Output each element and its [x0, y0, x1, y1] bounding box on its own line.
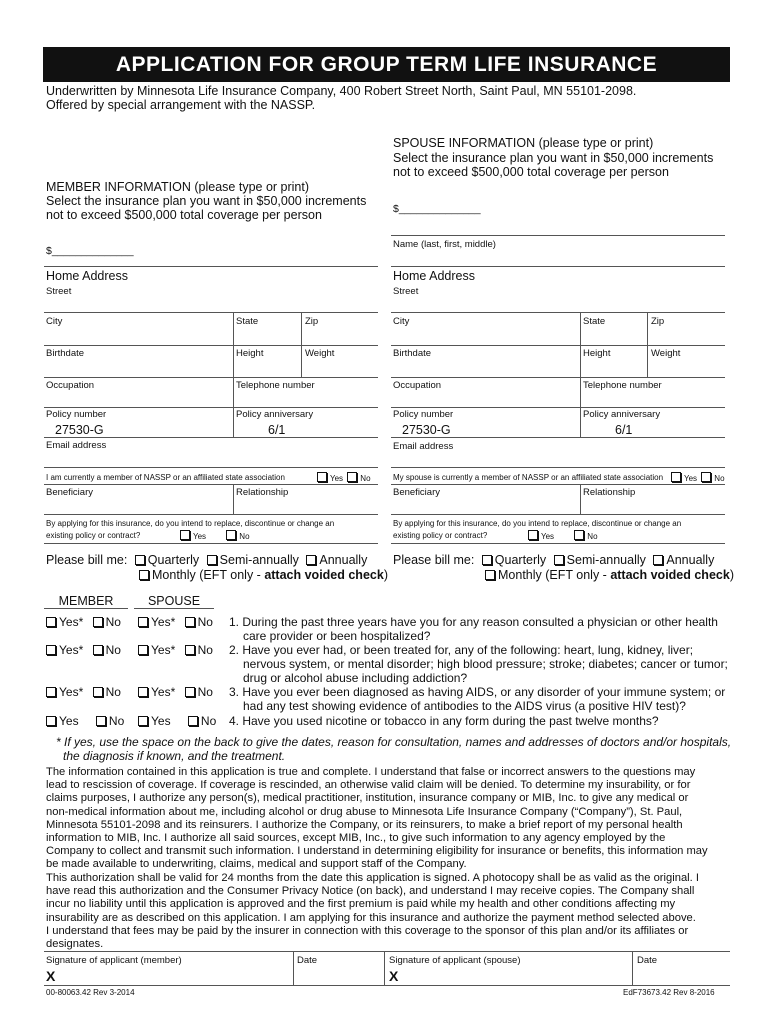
footer-form-number: 00-80063.42 Rev 3-2014: [46, 988, 135, 997]
q3-text-line-2: had any test showing evidence of antibodies to the AIDS virus (a positive HIV test)?: [243, 699, 686, 713]
spouse-billing: [393, 553, 714, 568]
q4-text: 4. Have you used nicotine or tobacco in any form during the past twelve months?: [229, 714, 659, 728]
q4-member-no-checkbox[interactable]: [96, 716, 106, 726]
member-nassp-yes-checkbox[interactable]: [317, 472, 327, 482]
member-monthly-option: [139, 568, 388, 583]
spouse-replace-question-1: By applying for this insurance, do you intend to replace, discontinue or change an: [393, 519, 682, 528]
q4-member-options: [46, 714, 124, 728]
member-replace-yes-checkbox[interactable]: [180, 530, 190, 540]
spouse-home-address-label: Home Address: [393, 269, 475, 283]
spouse-email-label: Email address: [393, 441, 454, 452]
member-replace-question-1: By applying for this insurance, do you intend to replace, discontinue or change an: [46, 519, 335, 528]
spouse-quarterly-label: Quarterly: [494, 553, 547, 567]
member-birthdate-label: Birthdate: [46, 348, 85, 359]
q2-text-line-3: drug or alcohol abuse including addiction?: [243, 671, 468, 685]
q2-spouse-no-checkbox[interactable]: [185, 645, 195, 655]
spouse-replace-question-2: existing policy or contract?: [393, 531, 488, 540]
member-nassp-yes-label: Yes: [330, 474, 344, 483]
health-note-line-1: * If yes, use the space on the back to give the dates, reason for consultation, names and addresses of doctors and/or hospitals,: [56, 735, 732, 749]
statement-2-line: I understand that fees may be paid by the insurer in connection with this coverage to the sponsor of this plan and/or its affiliates or: [46, 924, 689, 937]
spouse-monthly-checkbox[interactable]: [485, 570, 495, 580]
member-monthly-checkbox[interactable]: [139, 570, 149, 580]
member-nassp-no-checkbox[interactable]: [347, 472, 357, 482]
q1-member-yes-label: Yes*: [59, 615, 84, 629]
member-signature-label: Signature of applicant (member): [46, 955, 182, 966]
member-replace-no-checkbox[interactable]: [226, 530, 236, 540]
member-billing: [46, 553, 367, 568]
spouse-policy-number: 27530-G: [402, 423, 451, 437]
spouse-please-bill-label: Please bill me:: [393, 553, 475, 567]
spouse-policy-number-label: Policy number: [393, 409, 454, 420]
underwriter-line-1: Underwritten by Minnesota Life Insurance Company, 400 Robert Street North, Saint Paul, MN 55101-2098.: [46, 84, 637, 98]
health-member-header: MEMBER: [58, 594, 114, 608]
member-semiannually-label: Semi-annually: [219, 553, 299, 567]
q4-spouse-no-label: No: [200, 714, 217, 728]
spouse-date-label: Date: [637, 955, 658, 966]
spouse-nassp-yes-checkbox[interactable]: [671, 472, 681, 482]
q2-spouse-no-label: No: [197, 643, 213, 657]
spouse-plan-line-2: not to exceed $500,000 total coverage per person: [393, 165, 669, 179]
member-plan-line-2: not to exceed $500,000 total coverage per person: [46, 208, 322, 222]
footer-edition-number: EdF73673.42 Rev 8-2016: [623, 988, 715, 997]
page-title: APPLICATION FOR GROUP TERM LIFE INSURANCE: [43, 47, 730, 82]
spouse-nassp-yes-label: Yes: [684, 474, 698, 483]
spouse-replace-yes-checkbox[interactable]: [528, 530, 538, 540]
q1-member-yes-checkbox[interactable]: [46, 617, 56, 627]
q2-member-yes-label: Yes*: [59, 643, 84, 657]
member-policy-anniversary-label: Policy anniversary: [236, 409, 314, 420]
member-beneficiary-label: Beneficiary: [46, 487, 93, 498]
q3-member-no-label: No: [105, 685, 121, 699]
statement-1-line: be made available to underwriting, claims, medical and support staff of the Company.: [46, 858, 467, 871]
member-annually-label: Annually: [319, 553, 368, 567]
spouse-nassp-no-label: No: [714, 474, 725, 483]
underwriter-line-2: Offered by special arrangement with the NASSP.: [46, 98, 316, 112]
spouse-state-label: State: [583, 316, 606, 327]
statement-1-line: The information contained in this application is true and complete. I understand that false or incorrect answers to the questions may: [46, 766, 696, 778]
q3-spouse-yes-label: Yes*: [151, 685, 176, 699]
q2-member-options: [46, 643, 121, 657]
statement-1-line: non-medical information about me, including alcohol or drug abuse to Minnesota Life Insurance Company (“Company”), St. Paul,: [46, 805, 683, 818]
member-quarterly-checkbox[interactable]: [135, 555, 145, 565]
q3-spouse-no-label: No: [197, 685, 213, 699]
q4-spouse-no-checkbox[interactable]: [188, 716, 198, 726]
statement-2-line: This authorization shall be valid for 24 months from the date this application is signed. A photocopy shall be as valid as the original. I: [46, 872, 699, 884]
member-zip-label: Zip: [305, 316, 319, 327]
statement-2-line: have read this authorization and the Consumer Privacy Notice (on back), and understand I may receive copies. The Company shall: [46, 885, 695, 898]
statement-2-line: incur no liability until this application is approved and the first premium is paid while my health and other conditions affecting my: [46, 898, 676, 911]
health-spouse-header: SPOUSE: [147, 594, 201, 608]
q3-spouse-options: [138, 685, 213, 699]
spouse-annually-checkbox[interactable]: [653, 555, 663, 565]
statement-1-line: information to MIB, Inc. I authorize all said sources, except MIB, Inc., to give such information to any agency employed by the: [46, 832, 666, 845]
spouse-quarterly-checkbox[interactable]: [482, 555, 492, 565]
member-replace-question-2: existing policy or contract?: [46, 531, 141, 540]
spouse-monthly-option: [485, 568, 734, 583]
spouse-replace-yes-label: Yes: [541, 532, 555, 541]
q1-member-options: [46, 615, 121, 629]
spouse-semiannually-checkbox[interactable]: [554, 555, 564, 565]
spouse-annually-label: Annually: [666, 553, 715, 567]
member-state-label: State: [236, 316, 259, 327]
member-nassp-question: I am currently a member of NASSP or an affiliated state association: [46, 473, 285, 482]
spouse-nassp-no-checkbox[interactable]: [701, 472, 711, 482]
authorization-statement-1: [46, 766, 746, 872]
q4-member-yes-label: Yes: [59, 714, 79, 728]
q4-member-yes-checkbox[interactable]: [46, 716, 56, 726]
spouse-city-label: City: [393, 316, 410, 327]
statement-1-line: lead to rescission of coverage. If coverage is rescinded, an otherwise valid claim will be denied. To determine my insurability, or for: [46, 779, 691, 792]
q2-text-line-1: 2. Have you ever had, or been treated for, any of the following: heart, lung, kidney, liver;: [229, 643, 694, 657]
spouse-telephone-label: Telephone number: [583, 380, 662, 391]
member-nassp-no-label: No: [360, 474, 371, 483]
spouse-signature-label: Signature of applicant (spouse): [389, 955, 521, 966]
statement-1-line: Company to collect and transmit such information. I understand in determining eligibility for insurance or benefits, this information may: [46, 845, 708, 858]
q1-text-line-1: 1. During the past three years have you for any reason consulted a physician or other health: [229, 615, 718, 629]
member-quarterly-label: Quarterly: [147, 553, 200, 567]
q1-spouse-no-checkbox[interactable]: [185, 617, 195, 627]
spouse-nassp-question: My spouse is currently a member of NASSP or an affiliated state association: [393, 473, 664, 482]
member-policy-number: 27530-G: [55, 423, 104, 437]
q3-member-yes-label: Yes*: [59, 685, 84, 699]
spouse-amount-field[interactable]: $______________: [393, 203, 481, 215]
member-date-label: Date: [297, 955, 318, 966]
q1-spouse-yes-checkbox[interactable]: [138, 617, 148, 627]
spouse-name-label: Name (last, first, middle): [393, 239, 496, 250]
spouse-semiannually-label: Semi-annually: [566, 553, 646, 567]
member-semiannually-checkbox[interactable]: [207, 555, 217, 565]
member-annually-checkbox[interactable]: [306, 555, 316, 565]
spouse-attach-note: attach voided check: [610, 568, 730, 582]
spouse-plan-line-1: Select the insurance plan you want in $50,000 increments: [393, 151, 714, 165]
q1-member-no-label: No: [105, 615, 121, 629]
q3-spouse-no-checkbox[interactable]: [185, 687, 195, 697]
q4-spouse-yes-checkbox[interactable]: [138, 716, 148, 726]
q3-spouse-yes-checkbox[interactable]: [138, 687, 148, 697]
spouse-replace-no-checkbox[interactable]: [574, 530, 584, 540]
spouse-signature-field[interactable]: X: [389, 968, 399, 984]
q1-text-line-2: care provider or been hospitalized?: [243, 629, 431, 643]
q3-text-line-1: 3. Have you ever been diagnosed as having AIDS, or any disorder of your immune system; or: [229, 685, 726, 699]
spouse-relationship-label: Relationship: [583, 487, 636, 498]
member-telephone-label: Telephone number: [236, 380, 315, 391]
q1-spouse-yes-label: Yes*: [151, 615, 176, 629]
member-policy-anniversary: 6/1: [268, 423, 286, 437]
member-replace-yes-label: Yes: [193, 532, 207, 541]
q2-member-no-checkbox[interactable]: [93, 645, 103, 655]
q1-member-no-checkbox[interactable]: [93, 617, 103, 627]
member-city-label: City: [46, 316, 63, 327]
spouse-weight-label: Weight: [651, 348, 681, 359]
member-email-label: Email address: [46, 440, 107, 451]
spouse-monthly-label: Monthly (EFT only -: [498, 568, 611, 582]
spouse-occupation-label: Occupation: [393, 380, 442, 391]
q2-member-no-label: No: [105, 643, 121, 657]
q1-spouse-options: [138, 615, 213, 629]
health-note-line-2: the diagnosis if known, and the treatment.: [63, 749, 286, 763]
spouse-policy-anniversary-label: Policy anniversary: [583, 409, 661, 420]
member-occupation-label: Occupation: [46, 380, 95, 391]
statement-2-line: designates.: [46, 938, 104, 951]
member-amount-field[interactable]: $______________: [46, 245, 134, 257]
member-height-label: Height: [236, 348, 264, 359]
spouse-birthdate-label: Birthdate: [393, 348, 432, 359]
q2-spouse-yes-checkbox[interactable]: [138, 645, 148, 655]
member-monthly-close: ): [383, 568, 388, 582]
spouse-street-label: Street: [393, 286, 419, 297]
q3-member-no-checkbox[interactable]: [93, 687, 103, 697]
spouse-nassp-options: [671, 472, 725, 484]
spouse-replace-no-label: No: [587, 532, 598, 541]
member-attach-note: attach voided check: [264, 568, 384, 582]
member-heading: MEMBER INFORMATION (please type or print): [46, 180, 310, 194]
q3-member-options: [46, 685, 121, 699]
member-monthly-label: Monthly (EFT only -: [152, 568, 265, 582]
q4-spouse-options: [138, 714, 216, 728]
q2-member-yes-checkbox[interactable]: [46, 645, 56, 655]
spouse-beneficiary-label: Beneficiary: [393, 487, 440, 498]
member-signature-field[interactable]: X: [46, 968, 56, 984]
spouse-monthly-close: ): [729, 568, 734, 582]
q1-spouse-no-label: No: [197, 615, 213, 629]
statement-2-line: insurability are as described on this application. I am applying for this insurance and authorize the payment method selected above.: [46, 911, 696, 924]
q2-spouse-options: [138, 643, 213, 657]
statement-1-line: Minnesota 55101-2098 and its reinsurers. I authorize the Company, or its reinsurers, to make a brief report of my personal health: [46, 818, 683, 831]
q2-spouse-yes-label: Yes*: [151, 643, 176, 657]
spouse-heading: SPOUSE INFORMATION (please type or print): [393, 136, 654, 150]
q2-text-line-2: nervous system, or mental disorder; high blood pressure; stroke; diabetes; cancer or tumor;: [243, 657, 728, 671]
statement-1-line: claims purposes, I authorize any person(s), medical practitioner, institution, insurance company or MIB, Inc. to give any medical or: [46, 792, 689, 805]
member-relationship-label: Relationship: [236, 487, 289, 498]
q4-spouse-yes-label: Yes: [151, 714, 171, 728]
member-weight-label: Weight: [305, 348, 335, 359]
q4-member-no-label: No: [108, 714, 125, 728]
member-street-label: Street: [46, 286, 72, 297]
authorization-statement-2: [46, 872, 746, 951]
member-nassp-options: [317, 472, 371, 484]
member-replace-no-label: No: [239, 532, 250, 541]
member-home-address-label: Home Address: [46, 269, 128, 283]
spouse-policy-anniversary: 6/1: [615, 423, 633, 437]
member-replace-options: [180, 530, 250, 542]
spouse-zip-label: Zip: [651, 316, 665, 327]
spouse-replace-options: [528, 530, 598, 542]
q3-member-yes-checkbox[interactable]: [46, 687, 56, 697]
member-policy-number-label: Policy number: [46, 409, 107, 420]
member-plan-line-1: Select the insurance plan you want in $50,000 increments: [46, 194, 367, 208]
spouse-height-label: Height: [583, 348, 611, 359]
member-please-bill-label: Please bill me:: [46, 553, 128, 567]
